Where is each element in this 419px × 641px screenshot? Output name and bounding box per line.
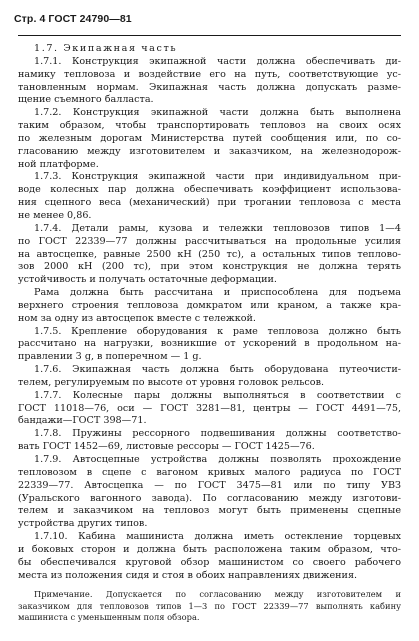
text-line: ГОСТ 11018—76, оси — ГОСТ 3281—81, центры — ГОСТ 4491—75,: [18, 402, 401, 414]
text-line: (Уральского вагонного завода). По согласованию между изготови-: [18, 492, 401, 504]
text-line: 1.7.4. Детали рамы, кузова и тележки тепловозов типов 1—4: [34, 222, 401, 234]
text-line: бандажи—ГОСТ 398—71.: [18, 415, 147, 427]
text-line: по железным дорогам Министерства путей сообщения или, по со-: [18, 132, 401, 144]
text-line: ной платформе.: [18, 158, 99, 170]
text-line: не менее 0,86.: [18, 209, 92, 221]
text-line: устойчивость и получать остаточные деформации.: [18, 274, 277, 286]
text-line: телем и заказчиком на тепловоз могут быть применены сцепные: [18, 505, 401, 517]
note-line: машиниста с уменьшенным поля обзора.: [18, 611, 200, 622]
text-line: на автосцепке, равные 2500 кН (250 тс), а остальных типов теплово-: [18, 248, 401, 260]
text-line: 1.7.8. Пружины рессорного подвешивания должны соответство-: [34, 428, 401, 440]
text-line: рассчитано на нагрузки, возникшие от ускорений в продольном на-: [18, 338, 401, 350]
text-line: устройства других типов.: [18, 518, 148, 530]
text-line: таким образом, чтобы транспортировать тепловоз на своих осях: [18, 120, 401, 132]
footnote: [18, 589, 401, 623]
page-header: Стр. 4 ГОСТ 24790—81: [14, 13, 132, 25]
text-line: ния сцепного веса (механический) при трогании тепловоза с места: [18, 197, 401, 209]
text-line: тепловозом в сцепе с вагоном кривых малого радиуса по ГОСТ: [18, 466, 401, 478]
text-line: воде колесных пар должна обеспечивать коэффициент использова-: [18, 184, 401, 196]
text-line: 1.7.2. Конструкция экипажной части должна быть выполнена: [34, 107, 401, 119]
text-line: гласованию между изготовителем и заказчиком, на железнодорож-: [18, 145, 401, 157]
text-line: 1.7.9. Автосцепные устройства должны позволять прохождение: [34, 454, 401, 465]
text-line: места из положения сидя и стоя в обоих направлениях движения.: [18, 569, 358, 581]
text-line: вать ГОСТ 1452—69, листовые рессоры — ГОСТ 1425—76.: [18, 441, 315, 453]
text-line: телем, регулируемым по высоте от уровня головок рельсов.: [18, 376, 325, 388]
text-line: 1.7.1. Конструкция экипажной части должна обеспечивать ди-: [34, 55, 401, 67]
section-heading: 1.7. Экипажная часть: [34, 43, 178, 54]
text-line: 1.7.5. Крепление оборудования к раме тепловоза должно быть: [34, 325, 401, 337]
text-line: и боковых сторон и должна быть расположена таким образом, что-: [18, 543, 401, 555]
text-line: 22339—77. Автосцепка — по ГОСТ 3475—81 или по типу УВЗ: [18, 479, 401, 491]
text-line: зов 2000 кН (200 тс), при этом конструкция не должна терять: [18, 261, 401, 273]
text-line: бы обеспечивался круговой обзор машинистом со своего рабочего: [18, 556, 401, 568]
text-line: по ГОСТ 22339—77 должны рассчитываться на продольные усилия: [18, 235, 401, 247]
text-line: 1.7.6. Экипажная часть должна быть оборудована путеочисти-: [34, 364, 401, 376]
text-line: 1.7.7. Колесные пары должны выполняться в соответствии с: [34, 389, 401, 401]
note-line: заказчиком для тепловозов типов 1—3 по ГОСТ 22339—77 выполнять кабину: [18, 600, 401, 611]
text-line: щение съемного балласта.: [18, 94, 154, 106]
text-line: 1.7.10. Кабина машиниста должна иметь остекление торцевых: [34, 531, 401, 543]
header-rule: [18, 35, 401, 36]
text-line: 1.7.3. Конструкция экипажной части при индивидуальном при-: [34, 171, 401, 183]
text-line: правлении 3 g, в поперечном — 1 g.: [18, 351, 202, 363]
text-line: верхнего строения тепловоза домкратом или краном, а также кра-: [18, 299, 401, 311]
text-line: Рама должна быть рассчитана и приспособлена для подъема: [34, 287, 401, 299]
text-line: ном за одну из автосцепок вместе с тележкой.: [18, 312, 256, 324]
note-line: Примечание. Допускается по согласованию между изготовителем и: [34, 589, 401, 600]
text-line: тановленным нормам. Экипажная часть должна допускать разме-: [18, 81, 401, 93]
document-body: [18, 43, 401, 623]
text-line: намику тепловоза и воздействие его на путь, соответствующие ус-: [18, 68, 401, 80]
